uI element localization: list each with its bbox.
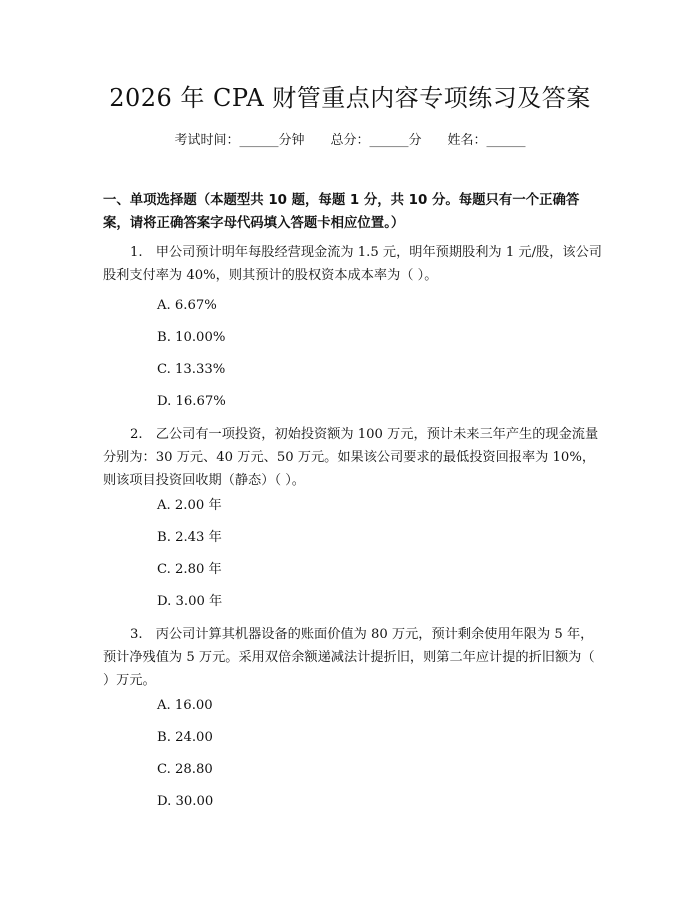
question-1-text: 1. 甲公司预计明年每股经营现金流为 1.5 元，明年预期股利为 1 元/股，该公司股利支付率为 40%，则其预计的股权资本成本率为（ ）。 [103,245,602,283]
page-title: 2026 年 CPA 财管重点内容专项练习及答案 [109,84,591,112]
total-score-field: 总分：______分 [330,133,422,148]
question-3-option-b: B. 24.00 [157,730,213,745]
question-1-option-d: D. 16.67% [157,394,226,409]
question-3-option-d: D. 30.00 [157,794,214,809]
question-2-option-b: B. 2.43 年 [157,530,222,545]
exam-time-field: 考试时间：______分钟 [174,133,305,148]
question-3-text: 3. 丙公司计算其机器设备的账面价值为 80 万元，预计剩余使用年限为 5 年，预计净残值为 5 万元。采用双倍余额递减法计提折旧，则第二年应计提的折旧额为（ ）万元。 [103,627,595,688]
section-heading: 一、单项选择题（本题型共 10 题，每题 1 分，共 10 分。每题只有一个正确答案，请将正确答案字母代码填入答题卡相应位置。） [103,193,580,231]
question-2-option-c: C. 2.80 年 [157,562,222,577]
question-3-option-a: A. 16.00 [157,698,213,713]
question-2-option-d: D. 3.00 年 [157,594,223,609]
question-2-option-a: A. 2.00 年 [157,498,222,513]
question-3-option-c: C. 28.80 [157,762,213,777]
name-field: 姓名：______ [447,133,526,148]
question-1-option-c: C. 13.33% [157,362,226,377]
question-2-text: 2. 乙公司有一项投资，初始投资额为 100 万元，预计未来三年产生的现金流量分别为：30 万元、40 万元、50 万元。如果该公司要求的最低投资回报率为 10%，则该项目投资回收期（静态）（ ）。 [103,427,599,488]
question-1-option-a: A. 6.67% [157,298,217,313]
exam-meta-line [0,131,700,151]
question-1-option-b: B. 10.00% [157,330,226,345]
